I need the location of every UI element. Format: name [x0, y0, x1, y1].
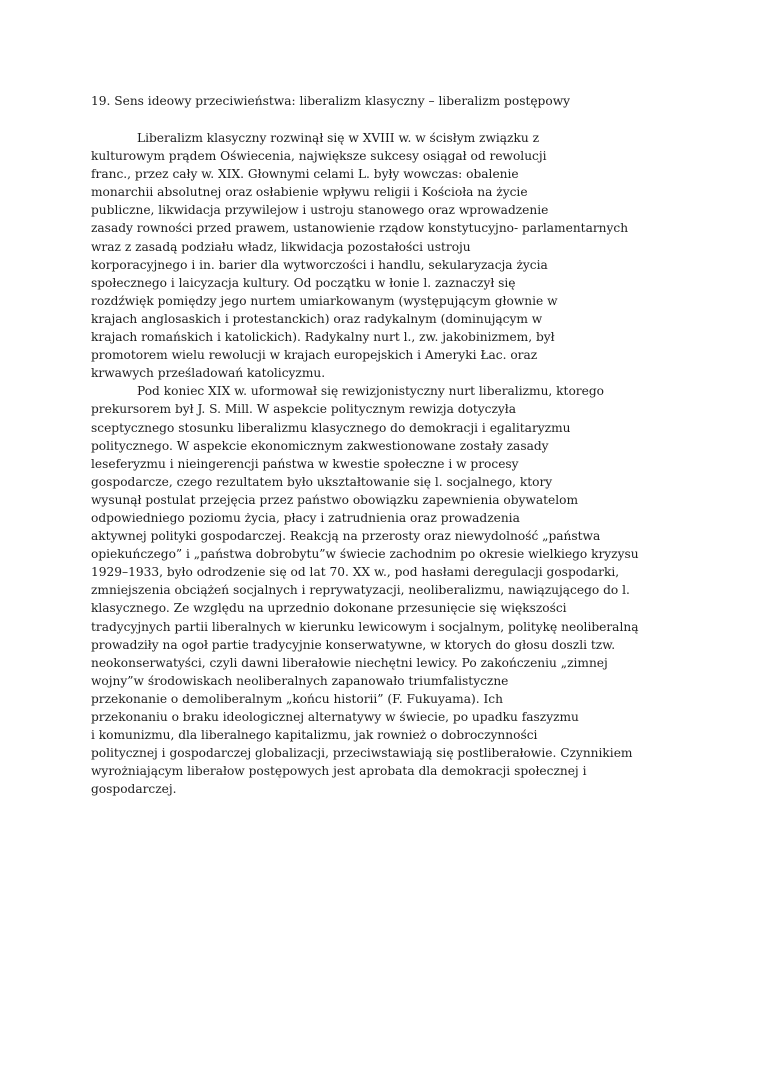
body-line: odpowiedniego poziomu życia, płacy i zatrudnienia oraz prowadzenia	[91, 510, 520, 525]
body-line: zasady rowności przed prawem, ustanowienie rządow konstytucyjno- parlamentarnych	[91, 221, 629, 236]
body-line: Liberalizm klasyczny rozwinął się w XVIII w. w ścisłym związku z	[137, 131, 539, 145]
document-title: 19. Sens ideowy przeciwieństwa: liberalizm klasyczny – liberalizm postępowy	[91, 94, 571, 108]
body-line: zmniejszenia obciążeń socjalnych i reprywatyzacji, neoliberalizmu, nawiązującego do l.	[91, 583, 630, 598]
body-line: krajach anglosaskich i protestanckich) oraz radykalnym (dominującym w	[91, 311, 543, 326]
body-line: sceptycznego stosunku liberalizmu klasycznego do demokracji i egalitaryzmu	[91, 420, 571, 435]
body-line: aktywnej polityki gospodarczej. Reakcją na przerosty oraz niewydolność „państwa	[91, 529, 601, 544]
body-line: gospodarczej.	[91, 782, 177, 797]
body-line: wysunął postulat przejęcia przez państwo obowiązku zapewnienia obywatelom	[91, 492, 579, 507]
body-line: przekonaniu o braku ideologicznej alternatywy w świecie, po upadku faszyzmu	[91, 710, 579, 724]
body-line: 1929–1933, było odrodzenie się od lat 70. XX w., pod hasłami deregulacji gospodarki,	[91, 565, 620, 580]
body-line: krwawych prześladowań katolicyzmu.	[91, 366, 326, 381]
body-line: publiczne, likwidacja przywilejow i ustroju stanowego oraz wprowadzenie	[91, 203, 549, 218]
body-line: opiekuńczego” i „państwa dobrobytu”w świecie zachodnim po okresie wielkiego kryzysu	[91, 547, 639, 562]
body-line: wraz z zasadą podziału władz, likwidacja pozostałości ustroju	[91, 239, 471, 254]
body-line: społecznego i laicyzacja kultury. Od początku w łonie l. zaznaczył się	[91, 275, 516, 290]
body-line: promotorem wielu rewolucji w krajach europejskich i Ameryki Łac. oraz	[91, 348, 538, 363]
body-line: monarchii absolutnej oraz osłabienie wpływu religii i Kościoła na życie	[91, 185, 528, 200]
body-line: prekursorem był J. S. Mill. W aspekcie politycznym rewizja dotyczyła	[91, 402, 516, 417]
body-line: wojny”w środowiskach neoliberalnych zapanowało triumfalistyczne	[91, 673, 509, 688]
body-line: gospodarcze, czego rezultatem było ukształtowanie się l. socjalnego, ktory	[91, 474, 553, 489]
body-line: i komunizmu, dla liberalnego kapitalizmu, jak rownież o dobroczynności	[91, 728, 538, 743]
body-line: przekonanie o demoliberalnym „końcu historii” (F. Fukuyama). Ich	[91, 691, 503, 706]
body-line: Pod koniec XIX w. uformował się rewizjonistyczny nurt liberalizmu, ktorego	[137, 384, 604, 399]
body-line: rozdźwięk pomiędzy jego nurtem umiarkowanym (występującym głownie w	[91, 293, 558, 308]
body-line: prowadziły na ogoł partie tradycyjnie konserwatywne, w ktorych do głosu doszli tzw.	[91, 637, 616, 652]
document-body	[91, 129, 691, 798]
body-line: wyrożniającym liberałow postępowych jest aprobata dla demokracji społecznej i	[91, 764, 587, 779]
body-line: neokonserwatyści, czyli dawni liberałowie niechętni lewicy. Po zakończeniu „zimnej	[91, 655, 608, 670]
body-line: tradycyjnych partii liberalnych w kierunku lewicowym i socjalnym, politykę neoliberalną	[91, 619, 639, 634]
body-line: krajach romańskich i katolickich). Radykalny nurt l., zw. jakobinizmem, był	[91, 330, 555, 345]
body-line: leseferyzmu i nieingerencji państwa w kwestie społeczne i w procesy	[91, 456, 519, 471]
body-line: politycznego. W aspekcie ekonomicznym zakwestionowane zostały zasady	[91, 438, 549, 453]
body-line: politycznej i gospodarczej globalizacji, przeciwstawiają się postliberałowie. Czynnikiem	[91, 746, 633, 761]
body-line: klasycznego. Ze względu na uprzednio dokonane przesunięcie się większości	[91, 601, 567, 616]
body-line: korporacyjnego i in. barier dla wytworczości i handlu, sekularyzacja życia	[91, 257, 548, 272]
body-line: franc., przez cały w. XIX. Głownymi celami L. były wowczas: obalenie	[91, 167, 519, 182]
body-line: kulturowym prądem Oświecenia, największe sukcesy osiągał od rewolucji	[91, 149, 547, 164]
